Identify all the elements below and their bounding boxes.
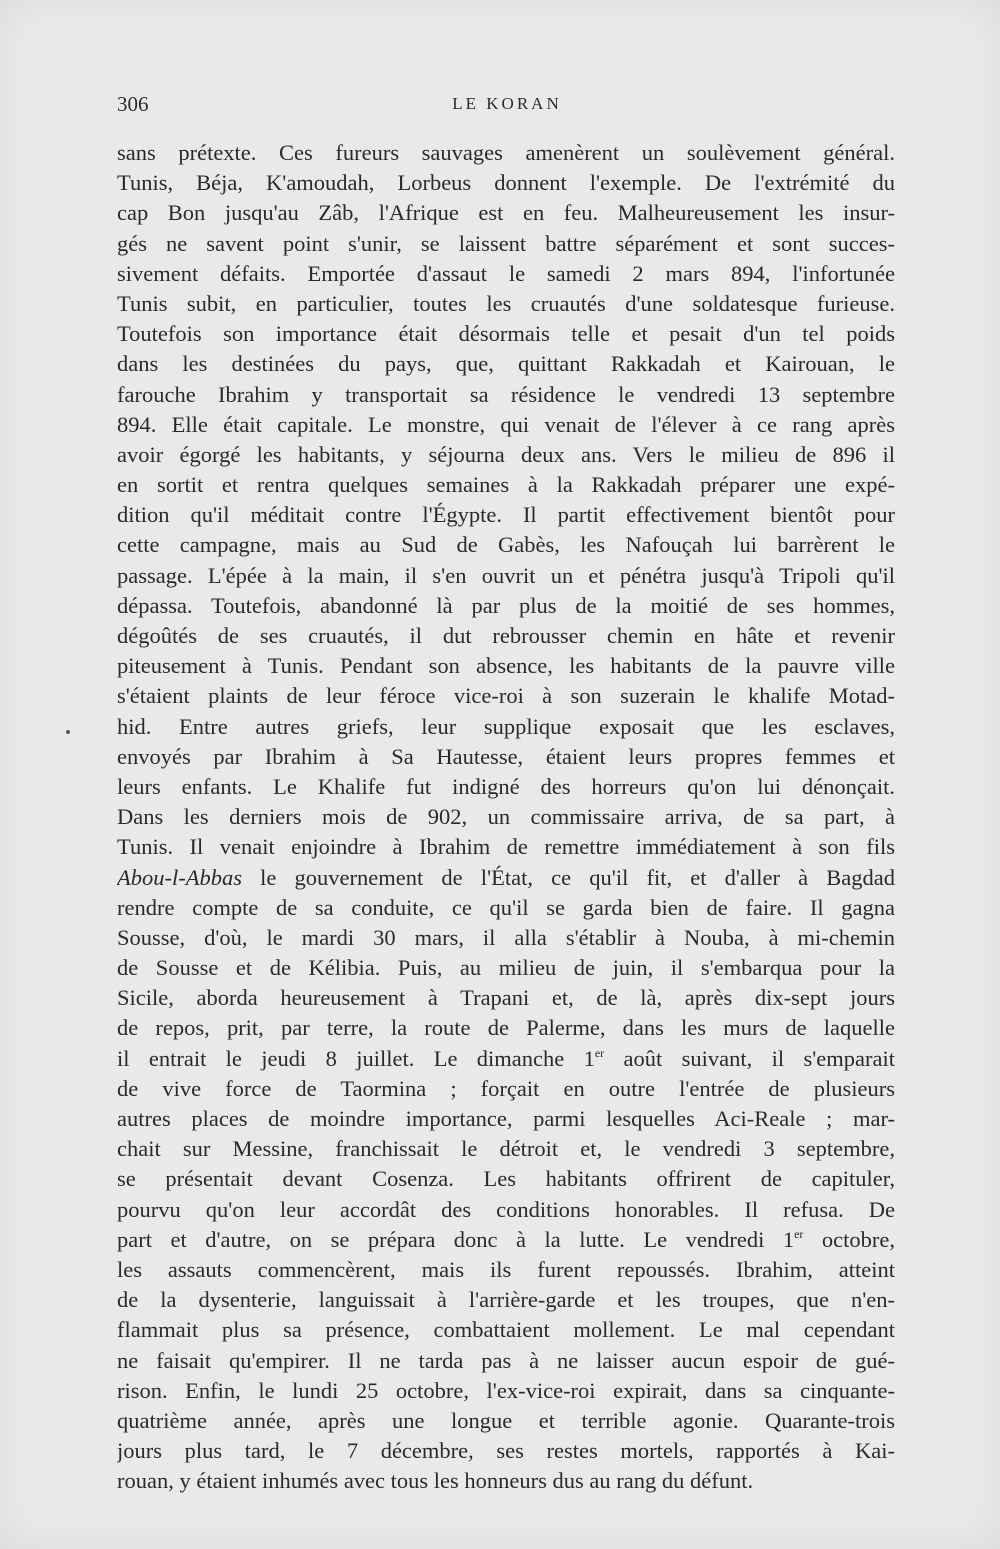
text-fragment: il entrait le jeudi 8 juillet. Le dimanche 1 (117, 1045, 595, 1071)
text-line: les assauts commencèrent, mais ils furent repoussés. Ibrahim, atteint (117, 1256, 895, 1282)
name-italic: Abou-l-Abbas (117, 864, 242, 890)
text-line: leurs enfants. Le Khalife fut indigné des horreurs qu'on lui dénonçait. (117, 773, 895, 799)
text-line (117, 1225, 895, 1255)
text-line: de repos, prit, par terre, la route de Palerme, dans les murs de laquelle (117, 1015, 895, 1041)
text-line: Sicile, aborda heureusement à Trapani et, de là, après dix-sept jours (117, 985, 895, 1011)
text-line: dans les destinées du pays, que, quittant Rakkadah et Kairouan, le (117, 351, 895, 377)
text-line: farouche Ibrahim y transportait sa résidence le vendredi 13 septembre (117, 381, 895, 407)
text-line: s'étaient plaints de leur féroce vice-roi à son suzerain le khalife Motad- (117, 683, 895, 709)
text-line: Dans les derniers mois de 902, un commissaire arriva, de sa part, à (117, 804, 895, 830)
text-line: Tunis. Il venait enjoindre à Ibrahim de remettre immédiatement à son fils (117, 834, 895, 860)
page-number: 306 (117, 92, 149, 116)
superscript: er (594, 1045, 605, 1060)
text-line: quatrième année, après une longue et terrible agonie. Quarante-trois (117, 1407, 895, 1433)
text-line: pourvu qu'on leur accordât des conditions honorables. Il refusa. De (117, 1196, 895, 1222)
text-line: gés ne savent point s'unir, se laissent battre séparément et sont succes- (117, 230, 895, 256)
text-line: rouan, y étaient inhumés avec tous les honneurs dus au rang du défunt. (117, 1468, 754, 1494)
text-line (117, 863, 895, 893)
text-line: dition qu'il méditait contre l'Égypte. Il partit effectivement bientôt pour (117, 502, 895, 528)
text-fragment: part et d'autre, on se prépara donc à la lutte. Le vendredi 1 (117, 1226, 795, 1252)
text-line: piteusement à Tunis. Pendant son absence, les habitants de la pauvre ville (117, 653, 895, 679)
text-line: se présentait devant Cosenza. Les habitants offrirent de capituler, (117, 1166, 895, 1192)
text-line: de vive force de Taormina ; forçait en outre l'entrée de plusieurs (117, 1075, 895, 1101)
text-fragment: le gouvernement de l'État, ce qu'il fit, et d'aller à Bagdad (241, 864, 895, 890)
text-line: sivement défaits. Emportée d'assaut le samedi 2 mars 894, l'infortunée (117, 260, 895, 286)
margin-mark (66, 730, 70, 734)
running-header (117, 92, 897, 118)
text-line: de Sousse et de Kélibia. Puis, au milieu de juin, il s'embarqua pour la (117, 955, 895, 981)
text-line: flammait plus sa présence, combattaient mollement. Le mal cependant (117, 1317, 895, 1343)
text-line: Tunis, Béja, K'amoudah, Lorbeus donnent l'exemple. De l'extrémité du (117, 170, 895, 196)
text-line: chait sur Messine, franchissait le détroit et, le vendredi 3 septembre, (117, 1136, 895, 1162)
text-line: sans prétexte. Ces fureurs sauvages amenèrent un soulèvement général. (117, 140, 895, 165)
text-line: rison. Enfin, le lundi 25 octobre, l'ex-vice-roi expirait, dans sa cinquante- (117, 1377, 895, 1403)
text-line: dépassa. Toutefois, abandonné là par plus de la moitié de ses hommes, (117, 592, 895, 618)
text-line: autres places de moindre importance, parmi lesquelles Aci-Reale ; mar- (117, 1106, 895, 1131)
text-line: Tunis subit, en particulier, toutes les cruautés d'une soldatesque furieuse. (117, 290, 895, 316)
text-fragment: août suivant, il s'emparait (604, 1045, 895, 1071)
text-line: rendre compte de sa conduite, ce qu'il se garda bien de faire. Il gagna (117, 894, 895, 920)
text-line: en sortit et rentra quelques semaines à la Rakkadah préparer une expé- (117, 472, 895, 498)
text-line: cette campagne, mais au Sud de Gabès, les Nafouçah lui barrèrent le (117, 532, 895, 558)
text-line (117, 1044, 895, 1074)
body-text (117, 138, 895, 1496)
text-line: de la dysenterie, languissait à l'arrière-garde et les troupes, que n'en- (117, 1287, 895, 1313)
text-line: envoyés par Ibrahim à Sa Hautesse, étaient leurs propres femmes et (117, 743, 895, 769)
text-line: avoir égorgé les habitants, y séjourna deux ans. Vers le milieu de 896 il (117, 441, 895, 467)
text-line: ne faisait qu'empirer. Il ne tarda pas à ne laisser aucun espoir de gué- (117, 1347, 895, 1373)
text-line: Toutefois son importance était désormais telle et pesait d'un tel poids (117, 321, 895, 347)
text-line: hid. Entre autres griefs, leur supplique exposait que les esclaves, (117, 713, 895, 739)
text-fragment: octobre, (803, 1226, 895, 1252)
superscript: er (794, 1226, 804, 1241)
text-line: 894. Elle était capitale. Le monstre, qui venait de l'élever à ce rang après (117, 411, 895, 437)
text-line: cap Bon jusqu'au Zâb, l'Afrique est en feu. Malheureusement les insur- (117, 200, 895, 226)
running-title: LE KORAN (452, 94, 562, 113)
text-line: Sousse, d'où, le mardi 30 mars, il alla s'établir à Nouba, à mi-chemin (117, 924, 895, 950)
text-line: passage. L'épée à la main, il s'en ouvrit un et pénétra jusqu'à Tripoli qu'il (117, 562, 895, 588)
text-line: jours plus tard, le 7 décembre, ses restes mortels, rapportés à Kai- (117, 1438, 895, 1464)
text-line: dégoûtés de ses cruautés, il dut rebrousser chemin en hâte et revenir (117, 623, 895, 648)
